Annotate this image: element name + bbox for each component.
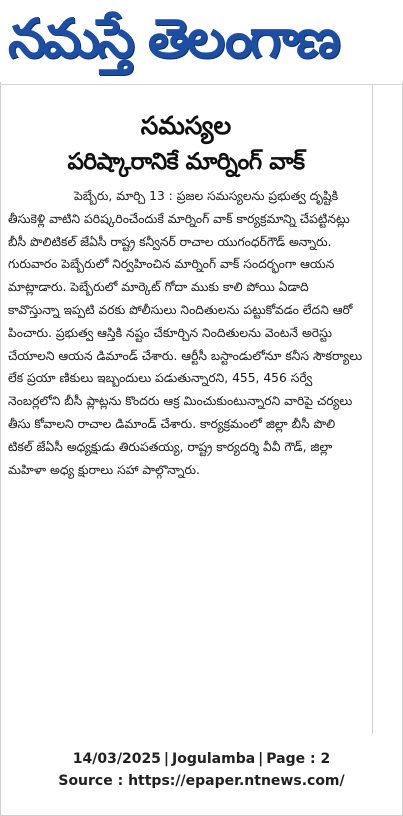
column-rule [372, 84, 373, 734]
footer-source: Source : https://epaper.ntnews.com/ [58, 773, 345, 789]
headline-line-1: సమస్యల [140, 111, 232, 140]
newspaper-masthead [0, 0, 403, 82]
footer-date: 14/03/2025 [72, 751, 161, 767]
clipping-footer [0, 748, 403, 792]
article-body [8, 185, 363, 481]
footer-page: Page : 2 [266, 751, 331, 767]
footer-edition: Jogulamba [172, 751, 256, 767]
masthead-title: నమస్తే తెలంగాణ [8, 7, 338, 70]
headline-line-2: పరిష్కారానికే మార్నింగ్ వాక్ [67, 149, 305, 175]
article-paragraph: పెబ్బేరు, మార్చి 13 : ప్రజల సమస్యలను ప్రభుత్వ దృష్టికి తీసుకెళ్లి వాటిని పరిష్కరించేందుకే మార్నింగ్ వాక్ కార్యక్రమాన్ని చేపట్టినట్లు బీసీ పొలిటికల్ జేఏసీ రాష్ట్ర కన్వీనర్ రాచాల యుగంధర్‌గౌడ్ అన్నారు. గురువారం పెబ్బేరులో నిర్వహించిన మార్నింగ్ వాక్ సందర్భంగా ఆయన మాట్లాడారు. పెబ్బేరులో మార్కెట్ గోదా ముకు కాలి పోయి ఏడాది కావొస్తున్నా ఇప్పటి వరకు పోలీసులు నిందితులను పట్టుకోవడం లేదని ఆరో పించారు. ప్రభుత్వ ఆస్తికి నష్టం చేకూర్చిన నిందితులను వెంటనే అరెస్టు చేయాలని ఆయన డిమాండ్ చేశారు. ఆర్టీసీ బస్టాండులోనూ కనీస సౌకర్యాలు లేక ప్రయా ణికులు ఇబ్బందులు పడుతున్నారని, 455, 456 సర్వే నెంబర్లలోని బీసీ ప్లాట్లను కొందరు ఆక్ర మించుకుంటున్నారని వారిపై చర్యలు తీసు కోవాలని రాచాల డిమాండ్ చేశారు. కార్యక్రమంలో జిల్లా బీసీ పొలి టికల్ జేఏసీ అధ్యక్షుడు తిరుపతయ్య, రాష్ట్ర కార్యదర్శి వీవీ గౌడ్, జిల్లా మహిళా అధ్య క్షురాలు సహా పాల్గొన్నారు. [8, 189, 363, 477]
masthead-divider [0, 84, 403, 85]
footer-meta-line: 14/03/2025 | Jogulamba | Page : 2 [72, 751, 331, 767]
